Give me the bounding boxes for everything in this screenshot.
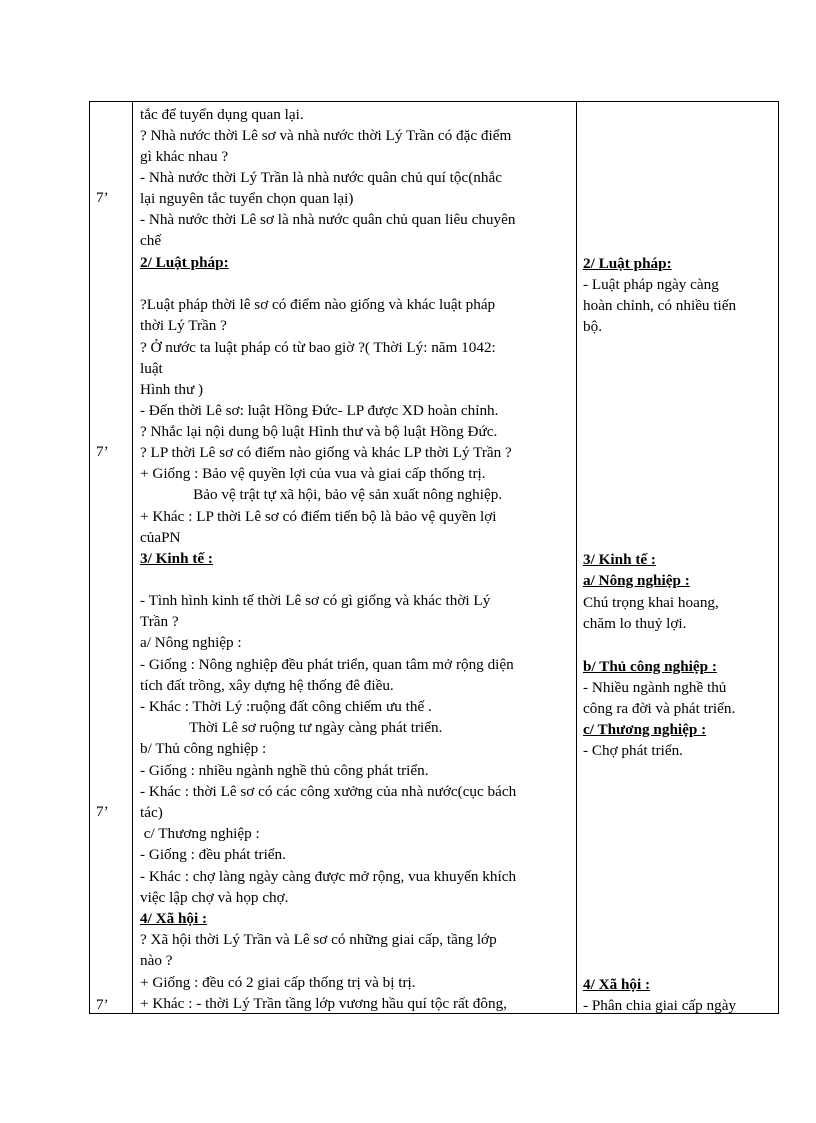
time-cell: 7’ [96,996,109,1013]
section-heading-luat-phap: 2/ Luật pháp: [140,254,229,271]
column-divider-time [132,102,133,1013]
content-line: - Giống : đều phát triển. [140,846,286,863]
content-line: việc lập chợ và họp chợ. [140,889,289,906]
note-subheading: b/ Thủ công nghiệp : [583,658,717,675]
content-line: - Tình hình kinh tế thời Lê sơ có gì giống và khác thời Lý [140,592,491,609]
content-line: thời Lý Trần ? [140,317,227,334]
content-line: gì khác nhau ? [140,148,229,165]
note-heading-luat-phap: 2/ Luật pháp: [583,255,672,272]
content-line: + Giống : đều có 2 giai cấp thống trị và bị trị. [140,974,416,991]
content-line: Trần ? [140,613,179,630]
content-line: - Giống : Nông nghiệp đều phát triển, quan tâm mở rộng diện [140,656,514,673]
content-line: c/ Thương nghiệp : [140,825,260,842]
content-line: + Khác : - thời Lý Trần tầng lớp vương hầu quí tộc rất đông, [140,995,507,1012]
note-line: - Nhiều ngành nghề thủ [583,679,727,696]
content-line: Bảo vệ trật tự xã hội, bảo vệ sản xuất nông nghiệp. [140,486,503,503]
section-heading-kinh-te: 3/ Kinh tế : [140,550,213,567]
content-line: ? Ở nước ta luật pháp có từ bao giờ ?( Thời Lý: năm 1042: [140,339,496,356]
content-line: ? LP thời Lê sơ có điểm nào giống và khác LP thời Lý Trần ? [140,444,512,461]
content-line: - Khác : chợ làng ngày càng được mở rộng, vua khuyến khích [140,868,517,885]
note-line: - Chợ phát triển. [583,742,683,759]
content-line: - Nhà nước thời Lê sơ là nhà nước quân chủ quan liêu chuyên [140,211,516,228]
content-line: tích đất trồng, xây dựng hệ thống đê điều. [140,677,394,694]
content-line: tác) [140,804,163,821]
column-divider-notes [576,102,577,1013]
time-cell: 7’ [96,443,109,460]
content-line: - Nhà nước thời Lý Trần là nhà nước quân chủ quí tộc(nhắc [140,169,502,186]
content-line: chế [140,232,162,249]
content-line: ?Luật pháp thời lê sơ có điểm nào giống và khác luật pháp [140,296,496,313]
note-line: Chú trọng khai hoang, [583,594,719,611]
content-line: lại nguyên tắc tuyển chọn quan lại) [140,190,354,207]
content-line: - Khác : Thời Lý :ruộng đất công chiếm ưu thế . [140,698,432,715]
content-line: Hình thư ) [140,381,204,398]
section-heading-xa-hoi: 4/ Xã hội : [140,910,208,927]
content-line: tắc để tuyển dụng quan lại. [140,106,304,123]
content-line: + Khác : LP thời Lê sơ có điểm tiến bộ là bảo vệ quyền lợi [140,508,497,525]
note-line: bộ. [583,318,602,335]
note-subheading: c/ Thương nghiệp : [583,721,707,738]
note-heading-kinh-te: 3/ Kinh tế : [583,551,656,568]
note-line: - Luật pháp ngày càng [583,276,719,293]
content-line: nào ? [140,952,173,969]
content-line: củaPN [140,529,181,546]
time-cell: 7’ [96,803,109,820]
content-line: ? Nhà nước thời Lê sơ và nhà nước thời Lý Trần có đặc điểm [140,127,512,144]
content-line: - Đến thời Lê sơ: luật Hồng Đức- LP được XD hoàn chỉnh. [140,402,499,419]
content-line: ? Xã hội thời Lý Trần và Lê sơ có những giai cấp, tầng lớp [140,931,497,948]
note-line: - Phân chia giai cấp ngày [583,997,737,1014]
content-line: a/ Nông nghiệp : [140,634,242,651]
note-line: hoàn chỉnh, có nhiều tiến [583,297,737,314]
note-line: chăm lo thuỷ lợi. [583,615,687,632]
note-line: công ra đời và phát triển. [583,700,736,717]
content-line: b/ Thủ công nghiệp : [140,740,267,757]
content-line: + Giống : Bảo vệ quyền lợi của vua và giai cấp thống trị. [140,465,486,482]
content-line: - Giống : nhiều ngành nghề thủ công phát triển. [140,762,429,779]
note-heading-xa-hoi: 4/ Xã hội : [583,976,651,993]
content-line: Thời Lê sơ ruộng tư ngày càng phát triển. [140,719,443,736]
time-cell: 7’ [96,189,109,206]
content-line: - Khác : thời Lê sơ có các công xưởng của nhà nước(cục bách [140,783,517,800]
content-line: ? Nhắc lại nội dung bộ luật Hình thư và bộ luật Hồng Đức. [140,423,498,440]
content-line: luật [140,360,163,377]
note-subheading: a/ Nông nghiệp : [583,572,690,589]
